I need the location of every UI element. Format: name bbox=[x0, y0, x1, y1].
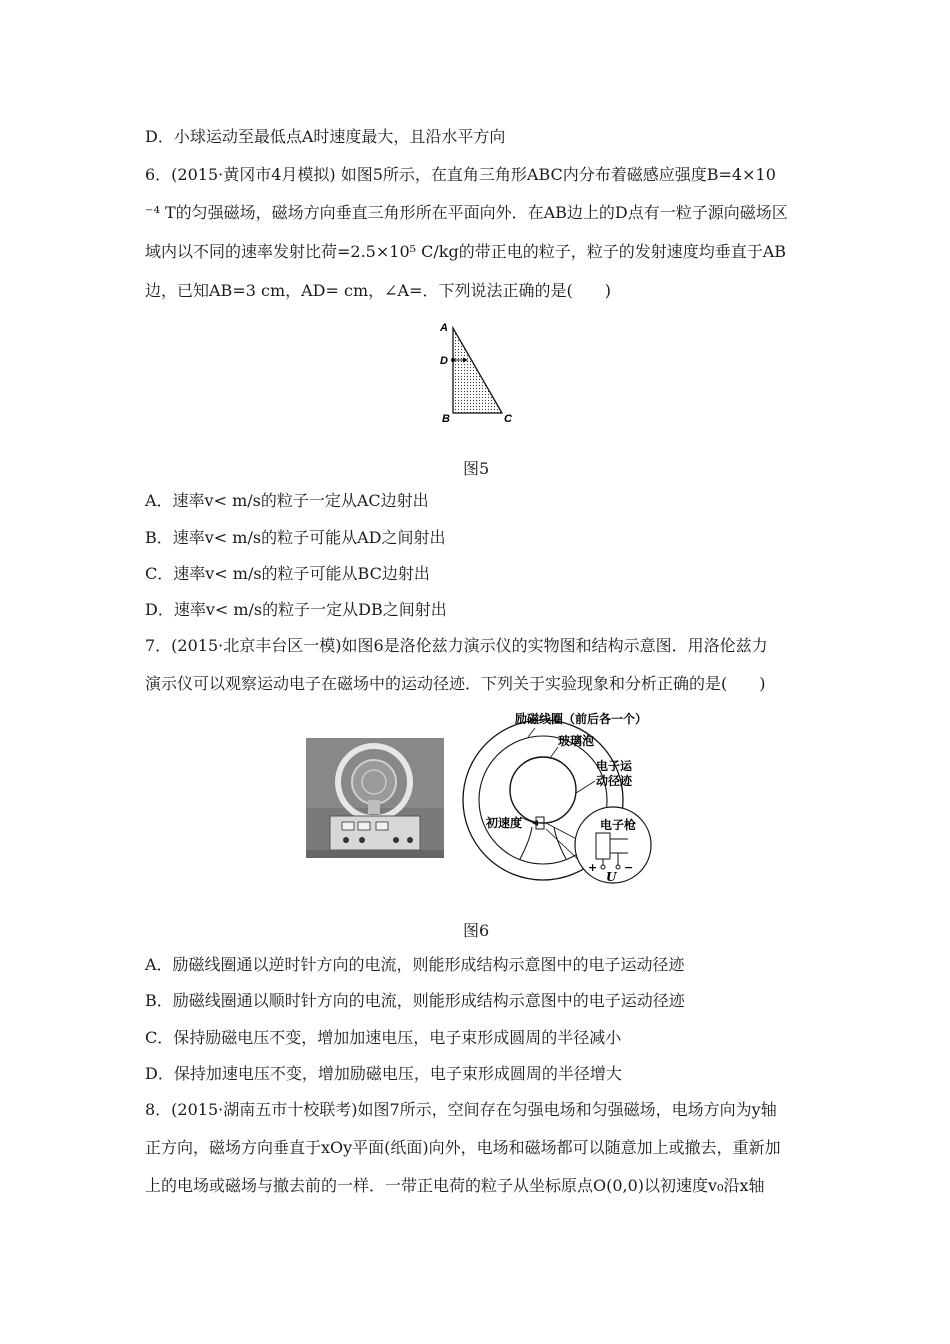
label-coil: 励磁线圈（前后各一个） bbox=[515, 712, 648, 726]
label-a: A bbox=[440, 322, 448, 334]
q7-option-a: A．励磁线圈通以逆时针方向的电流，则能形成结构示意图中的电子运动径迹 bbox=[145, 955, 685, 974]
q7-line-2: 演示仪可以观察运动电子在磁场中的运动径迹．下列关于实验现象和分析正确的是( ) bbox=[145, 674, 766, 693]
q7-option-c: C．保持励磁电压不变，增加加速电压，电子束形成圆周的半径减小 bbox=[145, 1028, 622, 1047]
label-u: U bbox=[606, 870, 617, 884]
q8-line-1: 8．(2015·湖南五市十校联考)如图7所示，空间存在匀强电场和匀强磁场，电场方向为y轴 bbox=[145, 1100, 777, 1119]
q6-line-4: 边，已知AB=3 cm，AD= cm，∠A=．下列说法正确的是( ) bbox=[145, 281, 611, 300]
q8-line-2: 正方向，磁场方向垂直于xOy平面(纸面)向外，电场和磁场都可以随意加上或撤去，重新加 bbox=[145, 1138, 781, 1157]
q7-option-b: B．励磁线圈通以顺时针方向的电流，则能形成结构示意图中的电子运动径迹 bbox=[145, 991, 685, 1010]
q6-option-c: C．速率v< m/s的粒子可能从BC边射出 bbox=[145, 564, 430, 583]
q6-line-3: 域内以不同的速率发射比荷=2.5×10⁵ C/kg的带正电的粒子，粒子的发射速度均垂直于AB bbox=[145, 242, 787, 261]
label-gun: 电子枪 bbox=[600, 818, 637, 832]
q6-option-b: B．速率v< m/s的粒子可能从AD之间射出 bbox=[145, 528, 446, 547]
q6-option-a: A．速率v< m/s的粒子一定从AC边射出 bbox=[145, 491, 429, 510]
figure-6-photo bbox=[306, 738, 444, 858]
electron-track bbox=[510, 757, 576, 823]
q8-line-3: 上的电场或磁场与撤去前的一样．一带正电荷的粒子从坐标原点O(0,0)以初速度v₀沿x轴 bbox=[145, 1176, 765, 1195]
triangle-abc bbox=[453, 328, 502, 413]
label-minus: − bbox=[624, 861, 634, 874]
figure-6-diagram bbox=[460, 705, 675, 885]
label-d: D bbox=[440, 355, 448, 367]
label-c: C bbox=[504, 413, 512, 425]
option-d-q5: D．小球运动至最低点A时速度最大，且沿水平方向 bbox=[145, 127, 506, 146]
label-v0: 初速度 bbox=[486, 816, 523, 830]
label-track-1: 电子运 bbox=[596, 759, 633, 773]
q7-option-d: D．保持加速电压不变，增加励磁电压，电子束形成圆周的半径增大 bbox=[145, 1064, 622, 1083]
figure-6-caption: 图6 bbox=[463, 921, 490, 940]
label-bulb: 玻璃泡 bbox=[558, 734, 595, 748]
label-b: B bbox=[442, 413, 450, 425]
q7-line-1: 7．(2015·北京丰台区一模)如图6是洛伦兹力演示仪的实物图和结构示意图．用洛伦兹力 bbox=[145, 636, 768, 655]
q6-line-2: ⁻⁴ T的匀强磁场，磁场方向垂直三角形所在平面向外．在AB边上的D点有一粒子源向磁场区 bbox=[145, 203, 788, 222]
figure-5-caption: 图5 bbox=[463, 459, 490, 478]
q6-line-1: 6．(2015·黄冈市4月模拟) 如图5所示，在直角三角形ABC内分布着磁感应强度B=4×10 bbox=[145, 165, 776, 184]
label-plus: + bbox=[588, 861, 598, 874]
q6-option-d: D．速率v< m/s的粒子一定从DB之间射出 bbox=[145, 600, 447, 619]
label-track-2: 动径迹 bbox=[596, 774, 633, 788]
figure-5-triangle bbox=[430, 318, 530, 426]
